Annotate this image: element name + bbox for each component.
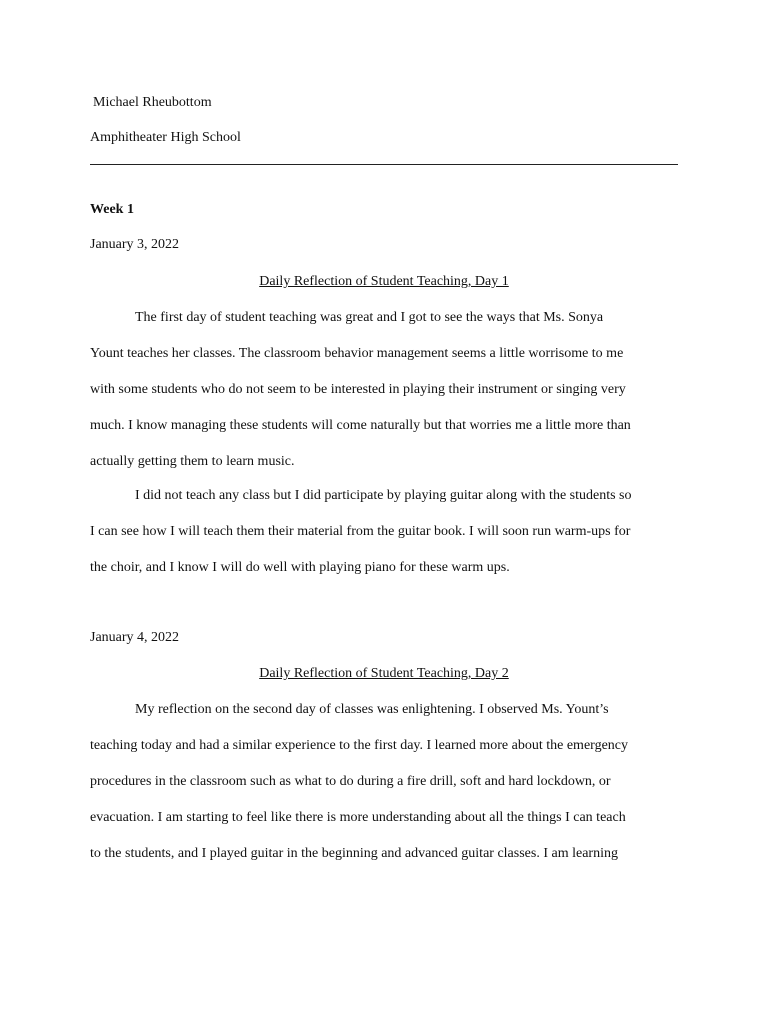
school-name: Amphitheater High School (90, 130, 241, 145)
author-name: Michael Rheubottom (93, 95, 212, 110)
paragraph (90, 309, 678, 489)
paragraph-line: procedures in the classroom such as what to do during a fire drill, soft and hard lockdown, or (90, 774, 611, 789)
entry-date: January 3, 2022 (90, 237, 180, 252)
paragraph-line: actually getting them to learn music. (90, 454, 295, 469)
paragraph-line: My reflection on the second day of classes was enlightening. I observed Ms. Yount’s (135, 702, 609, 717)
paragraph-line: Yount teaches her classes. The classroom behavior management seems a little worrisome to me (90, 346, 624, 361)
entry-date: January 4, 2022 (90, 630, 180, 645)
paragraph-line: much. I know managing these students will come naturally but that worries me a little more than (90, 418, 631, 433)
paragraph-line: I did not teach any class but I did participate by playing guitar along with the students so (135, 488, 632, 503)
paragraph-line: teaching today and had a similar experience to the first day. I learned more about the emergency (90, 738, 629, 753)
paragraph-line: The first day of student teaching was great and I got to see the ways that Ms. Sonya (135, 310, 604, 325)
paragraph-line: the choir, and I know I will do well with playing piano for these warm ups. (90, 560, 510, 575)
paragraph-line: I can see how I will teach them their material from the guitar book. I will soon run warm-ups for (90, 524, 631, 539)
entry-title: Daily Reflection of Student Teaching, Day 1 (259, 274, 509, 289)
paragraph-line: evacuation. I am starting to feel like there is more understanding about all the things I can teach (90, 810, 626, 825)
paragraph-line: to the students, and I played guitar in the beginning and advanced guitar classes. I am learning (90, 846, 618, 861)
week-heading: Week 1 (90, 202, 134, 217)
paragraph (90, 487, 678, 595)
header-divider (90, 164, 678, 165)
entry-title: Daily Reflection of Student Teaching, Day 2 (259, 666, 509, 681)
paragraph (90, 701, 678, 881)
paragraph-line: with some students who do not seem to be interested in playing their instrument or singing very (90, 382, 626, 397)
